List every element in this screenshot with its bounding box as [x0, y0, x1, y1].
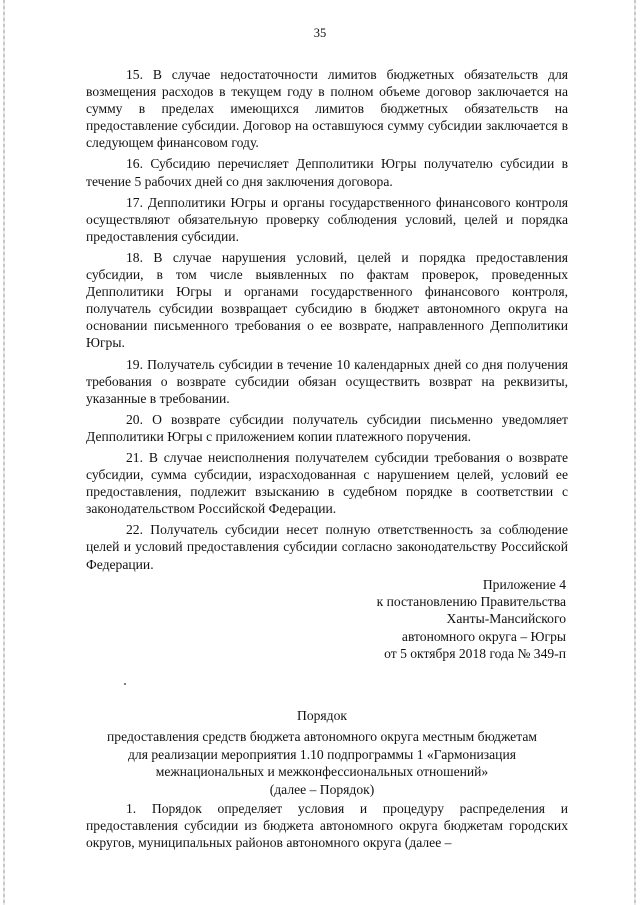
paragraph-21: 21. В случае неисполнения получателем субсидии требования о возврате субсидии, сумма субсидии, израсходованная с нарушением целей, условий ее предоставления, подлежит взысканию в судебном порядке в соответствии с законодательством Российской Федерации.: [86, 449, 568, 517]
appendix-header: [266, 576, 566, 662]
order-heading: [66, 707, 578, 798]
appendix-number: Приложение 4: [482, 577, 566, 592]
order-subtitle: [66, 728, 578, 798]
appendix-region: Ханты-Мансийского: [446, 611, 566, 627]
order-subtitle-line-1: предоставления средств бюджета автономного округа местным бюджетам: [107, 729, 537, 745]
appendix-district: автономного округа – Югры: [401, 628, 566, 644]
paragraph-15: 15. В случае недостаточности лимитов бюджетных обязательств для возмещения расходов в текущем году в полном объеме договор заключается на сумму в пределах имеющихся лимитов бюджетных обязательств на предоставление субсидии. Договор на оставшуюся сумму субсидии заключается в следующем финансовом году.: [86, 67, 568, 151]
paragraph-18: 18. В случае нарушения условий, целей и порядка предоставления субсидии, в том числе выявленных по фактам проверок, проведенных Депполитики Югры и органами государственного финансового контроля, получатель субсидии возвращает субсидию в бюджет автономного округа на основании письменного требования о ее возврате, направленного Депполитики Югры.: [86, 249, 568, 351]
order-subtitle-line-3: межнациональных и межконфессиональных отношений»: [155, 764, 489, 780]
order-subtitle-line-2: для реализации мероприятия 1.10 подпрограммы 1 «Гармонизация: [128, 746, 516, 762]
page-number: 35: [313, 26, 327, 40]
section-paragraph-1: 1. Порядок определяет условия и процедуру распределения и предоставления субсидии из бюджета автономного округа бюджетам городских округов, муниципальных районов автономного округа (далее –: [86, 801, 568, 851]
paragraph-19: 19. Получатель субсидии в течение 10 календарных дней со дня получения требования о возврате субсидии обязан осуществить возврат на реквизиты, указанные в требовании.: [86, 356, 568, 406]
paragraph-17: 17. Депполитики Югры и органы государственного финансового контроля осуществляют обязательную проверку соблюдения условий, целей и порядка предоставления субсидии.: [86, 194, 568, 244]
appendix-resolution: к постановлению Правительства: [376, 594, 566, 610]
appendix-date: от 5 октября 2018 года № 349-п: [384, 645, 566, 661]
scan-edge-left: [3, 0, 5, 905]
section-text: [86, 800, 568, 855]
order-title: Порядок: [297, 708, 347, 723]
paragraph-16: 16. Субсидию перечисляет Депполитики Югры получателю субсидии в течение 5 рабочих дней со дня заключения договора.: [86, 156, 568, 189]
paragraph-22: 22. Получатель субсидии несет полную ответственность за соблюдение целей и условий предоставления субсидии согласно законодательству Российской Федерации.: [86, 522, 568, 572]
scan-speck: [124, 683, 126, 685]
body-text: [86, 66, 568, 577]
scan-edge-right: [634, 0, 636, 905]
order-subtitle-line-4: (далее – Порядок): [269, 781, 375, 797]
paragraph-20: 20. О возврате субсидии получатель субсидии письменно уведомляет Депполитики Югры с приложением копии платежного поручения.: [86, 411, 568, 444]
